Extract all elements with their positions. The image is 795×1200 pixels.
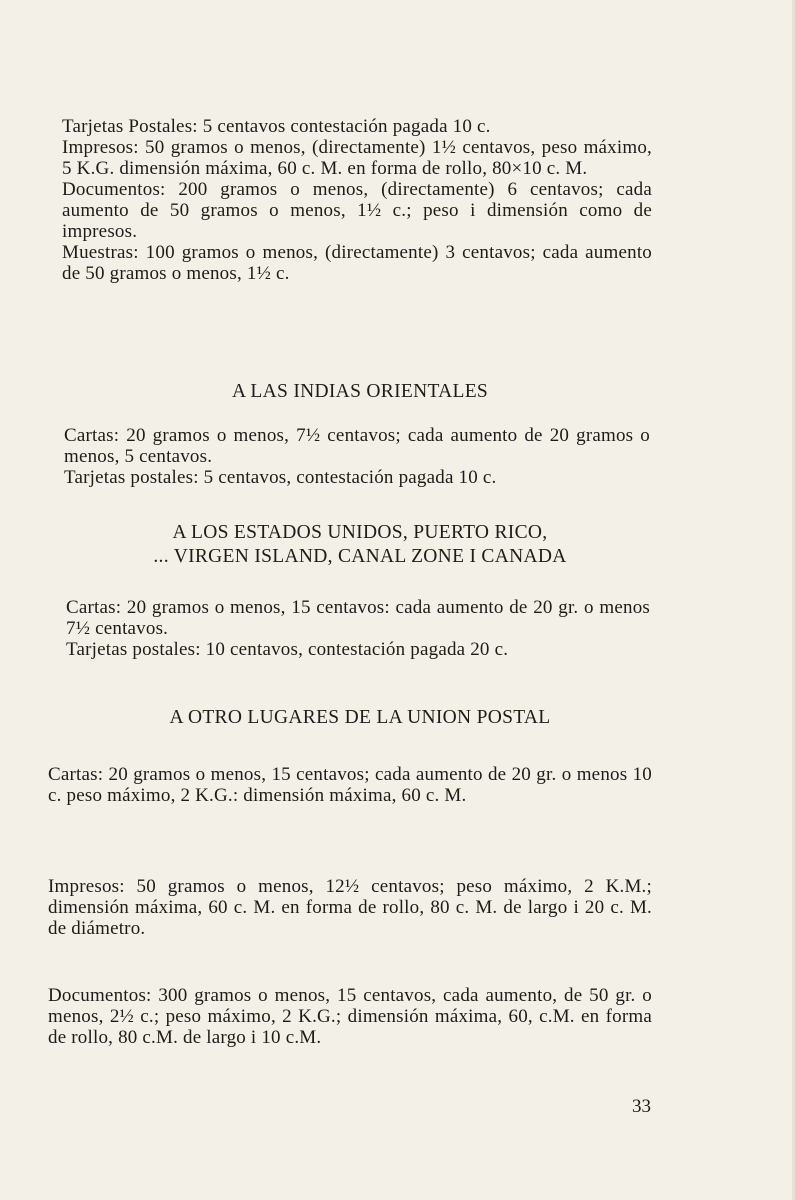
heading-union-postal: A OTRO LUGARES DE LA UNION POSTAL [169, 707, 551, 728]
heading-estados-unidos [60, 521, 660, 569]
tarjetas-postales-rate: Tarjetas postales: 10 centavos, contestación pagada 20 c. [66, 639, 509, 660]
intro-rates [62, 116, 652, 284]
impresos-rate: Impresos: 50 gramos o menos, (directamente) 1½ centavos, peso máximo, 5 K.G. dimensión máxima, 60 c. M. en forma de rollo, 80×10 c. M. [62, 137, 652, 179]
impresos-rate: Impresos: 50 gramos o menos, 12½ centavos; peso máximo, 2 K.M.; dimensión máxima, 60 c. M. en forma de rollo, 80 c. M. de largo i 20 c. M. de diámetro. [48, 876, 652, 939]
union-postal-documentos [48, 985, 652, 1048]
union-postal-cartas [48, 764, 652, 806]
cartas-rate: Cartas: 20 gramos o menos, 15 centavos; cada aumento de 20 gr. o menos 10 c. peso máximo, 2 K.G.: dimensión máxima, 60 c. M. [48, 764, 652, 806]
heading-indias-orientales: A LAS INDIAS ORIENTALES [231, 381, 489, 402]
page-number: 33 [632, 1096, 651, 1117]
indias-orientales-rates [64, 425, 650, 488]
estados-unidos-rates [66, 597, 650, 660]
documentos-rate: Documentos: 200 gramos o menos, (directamente) 6 centavos; cada aumento de 50 gramos o menos, 1½ c.; peso i dimensión como de impresos. [62, 179, 652, 242]
union-postal-impresos [48, 876, 652, 939]
heading-line-1: A LOS ESTADOS UNIDOS, PUERTO RICO, [172, 522, 548, 543]
heading-line-2: ... VIRGEN ISLAND, CANAL ZONE I CANADA [153, 546, 567, 567]
tarjetas-postales-rate: Tarjetas postales: 5 centavos, contestación pagada 10 c. [64, 467, 497, 488]
cartas-rate: Cartas: 20 gramos o menos, 7½ centavos; cada aumento de 20 gramos o menos, 5 centavos. [64, 425, 650, 467]
cartas-rate: Cartas: 20 gramos o menos, 15 centavos: cada aumento de 20 gr. o menos 7½ centavos. [66, 597, 650, 639]
muestras-rate: Muestras: 100 gramos o menos, (directamente) 3 centavos; cada aumento de 50 gramos o menos, 1½ c. [62, 242, 652, 284]
tarjetas-postales-rate: Tarjetas Postales: 5 centavos contestación pagada 10 c. [62, 116, 491, 137]
documentos-rate: Documentos: 300 gramos o menos, 15 centavos, cada aumento, de 50 gr. o menos, 2½ c.; peso máximo, 2 K.G.; dimensión máxima, 60, c.M. en forma de rollo, 80 c.M. de largo i 10 c.M. [48, 985, 652, 1048]
